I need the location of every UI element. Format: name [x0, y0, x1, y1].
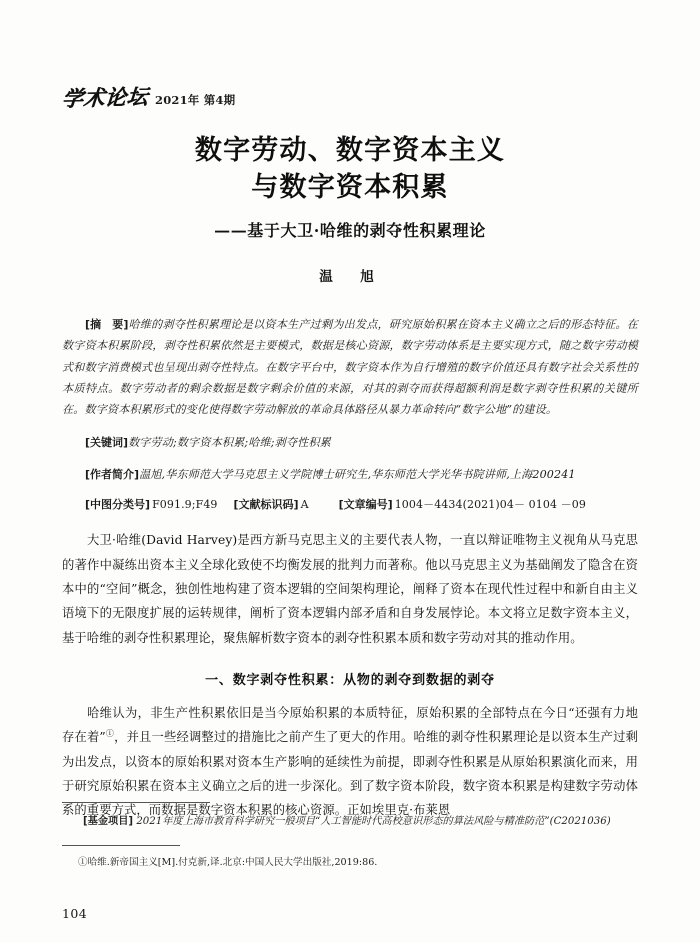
body-paragraph-2-part-1: 哈维认为，非生产性积累依旧是当今原始积累的本质特征，原始积累的全部特点在今日“还强有力地存在着”: [62, 706, 638, 745]
document-code-label: [文献标识码]: [233, 498, 299, 512]
title-block: [62, 132, 638, 285]
issue-label: 2021年 第4期: [155, 92, 236, 107]
abstract-label: [摘 要]: [85, 318, 129, 332]
clc-value: F091.9;F49: [152, 498, 218, 512]
fund-project-note: [62, 813, 638, 831]
reference-item-1: ①哈维.新帝国主义[M].付克新,译.北京:中国人民大学出版社,2019:86.: [78, 857, 378, 869]
footnote-divider-rule: [62, 802, 210, 803]
article-title-line-1: 数字劳动、数字资本主义: [194, 135, 506, 166]
front-matter: [62, 303, 638, 512]
article-author: 温 旭: [319, 268, 381, 285]
article-id-label: [文章编号]: [338, 498, 393, 512]
page-content-column: [62, 0, 638, 943]
body-paragraph-2-part-2: ，并且一些经调整过的措施比之前产生了更大的作用。哈维的剥夺性积累理论是以资本生产过剩为出发点，以资本的原始积累对资本生产影响的延续性为前提，即剥夺性积累是从原始积累演化而来，用于研究原始积累在资本主义确立之后的进一步深化。到了数字资本阶段，数字资本积累是构建数字劳动体系的重要方式，而数据是数字资本积累的核心资源。正如埃里克·布莱恩: [62, 730, 639, 818]
keywords-label: [关键词]: [85, 435, 129, 449]
abstract-paragraph: [62, 314, 638, 420]
article-subtitle: ——基于大卫·哈维的剥夺性积累理论: [214, 220, 486, 240]
article-title-line-2: 与数字资本积累: [251, 172, 449, 204]
fund-project-label: [基金项目]: [83, 816, 134, 828]
footnote-reference-marker[interactable]: ①: [105, 729, 115, 739]
abstract-text: 哈维的剥夺性积累理论是以资本生产过剩为出发点，研究原始积累在资本主义确立之后的形态特征。在数字资本积累阶段，剥夺性积累依然是主要模式，数据是核心资源，数字劳动体系是主要实现方式，随之数字劳动模式和数字消费模式也呈现出剥夺性特点。在数字平台中，数字资本作为自行增殖的数字价值还具有数字社会关系性的本质特点。数字劳动者的剩余数据是数字剩余价值的来源，对其的剥夺而获得超额利润是数字剥夺性积累的关键所在。数字资本积累形式的变化使得数字劳动解放的革命具体路径从暴力革命转向“数字公地”的建设。: [62, 318, 638, 417]
fund-project-text: 2021年度上海市教育科学研究一般项目“人工智能时代高校意识形态的算法风险与精准防范”(C2021036): [136, 816, 611, 828]
keywords-text: 数字劳动;数字资本积累;哈维;剥夺性积累: [128, 435, 331, 449]
author-bio-text: 温旭,华东师范大学马克思主义学院博士研究生,华东师范大学光华书院讲师,上海200241: [139, 468, 576, 482]
section-heading-1: 一、数字剥夺性积累：从物的剥夺到数据的剥夺: [205, 673, 495, 689]
author-bio-label: [作者简介]: [85, 468, 140, 482]
clc-label: [中图分类号]: [85, 498, 151, 512]
reference-divider-rule: [62, 845, 180, 846]
keywords-row: [62, 432, 638, 453]
masthead: [60, 74, 236, 112]
journal-logo: 学术论坛: [60, 83, 150, 112]
document-code-value: A: [300, 498, 309, 512]
footnote-area: [62, 802, 638, 881]
page-number: 104: [62, 906, 88, 921]
article-id-value: 1004－4434(2021)04－ 0104 －09: [394, 498, 586, 512]
article-body: [62, 516, 638, 835]
reference-note-block: [62, 845, 638, 872]
classification-codes-row: [62, 496, 638, 512]
author-bio-row: [62, 464, 638, 485]
body-paragraph-1: 大卫·哈维(David Harvey)是西方新马克思主义的主要代表人物，一直以辩证唯物主义视角从马克思的著作中凝练出资本主义全球化致使不均衡发展的批判力而著称。他以马克思主义为基础阐发了隐含在资本中的“空间”概念，独创性地构建了资本逻辑的空间架构理论，阐释了资本在现代性过程中和新自由主义语境下的无限度扩展的运转规律，阐析了资本逻辑内部矛盾和自身发展悖论。本文将立足数字资本主义，基于哈维的剥夺性积累理论，聚焦解析数字资本的剥夺性积累本质和数字劳动对其的推动作用。: [62, 533, 638, 645]
